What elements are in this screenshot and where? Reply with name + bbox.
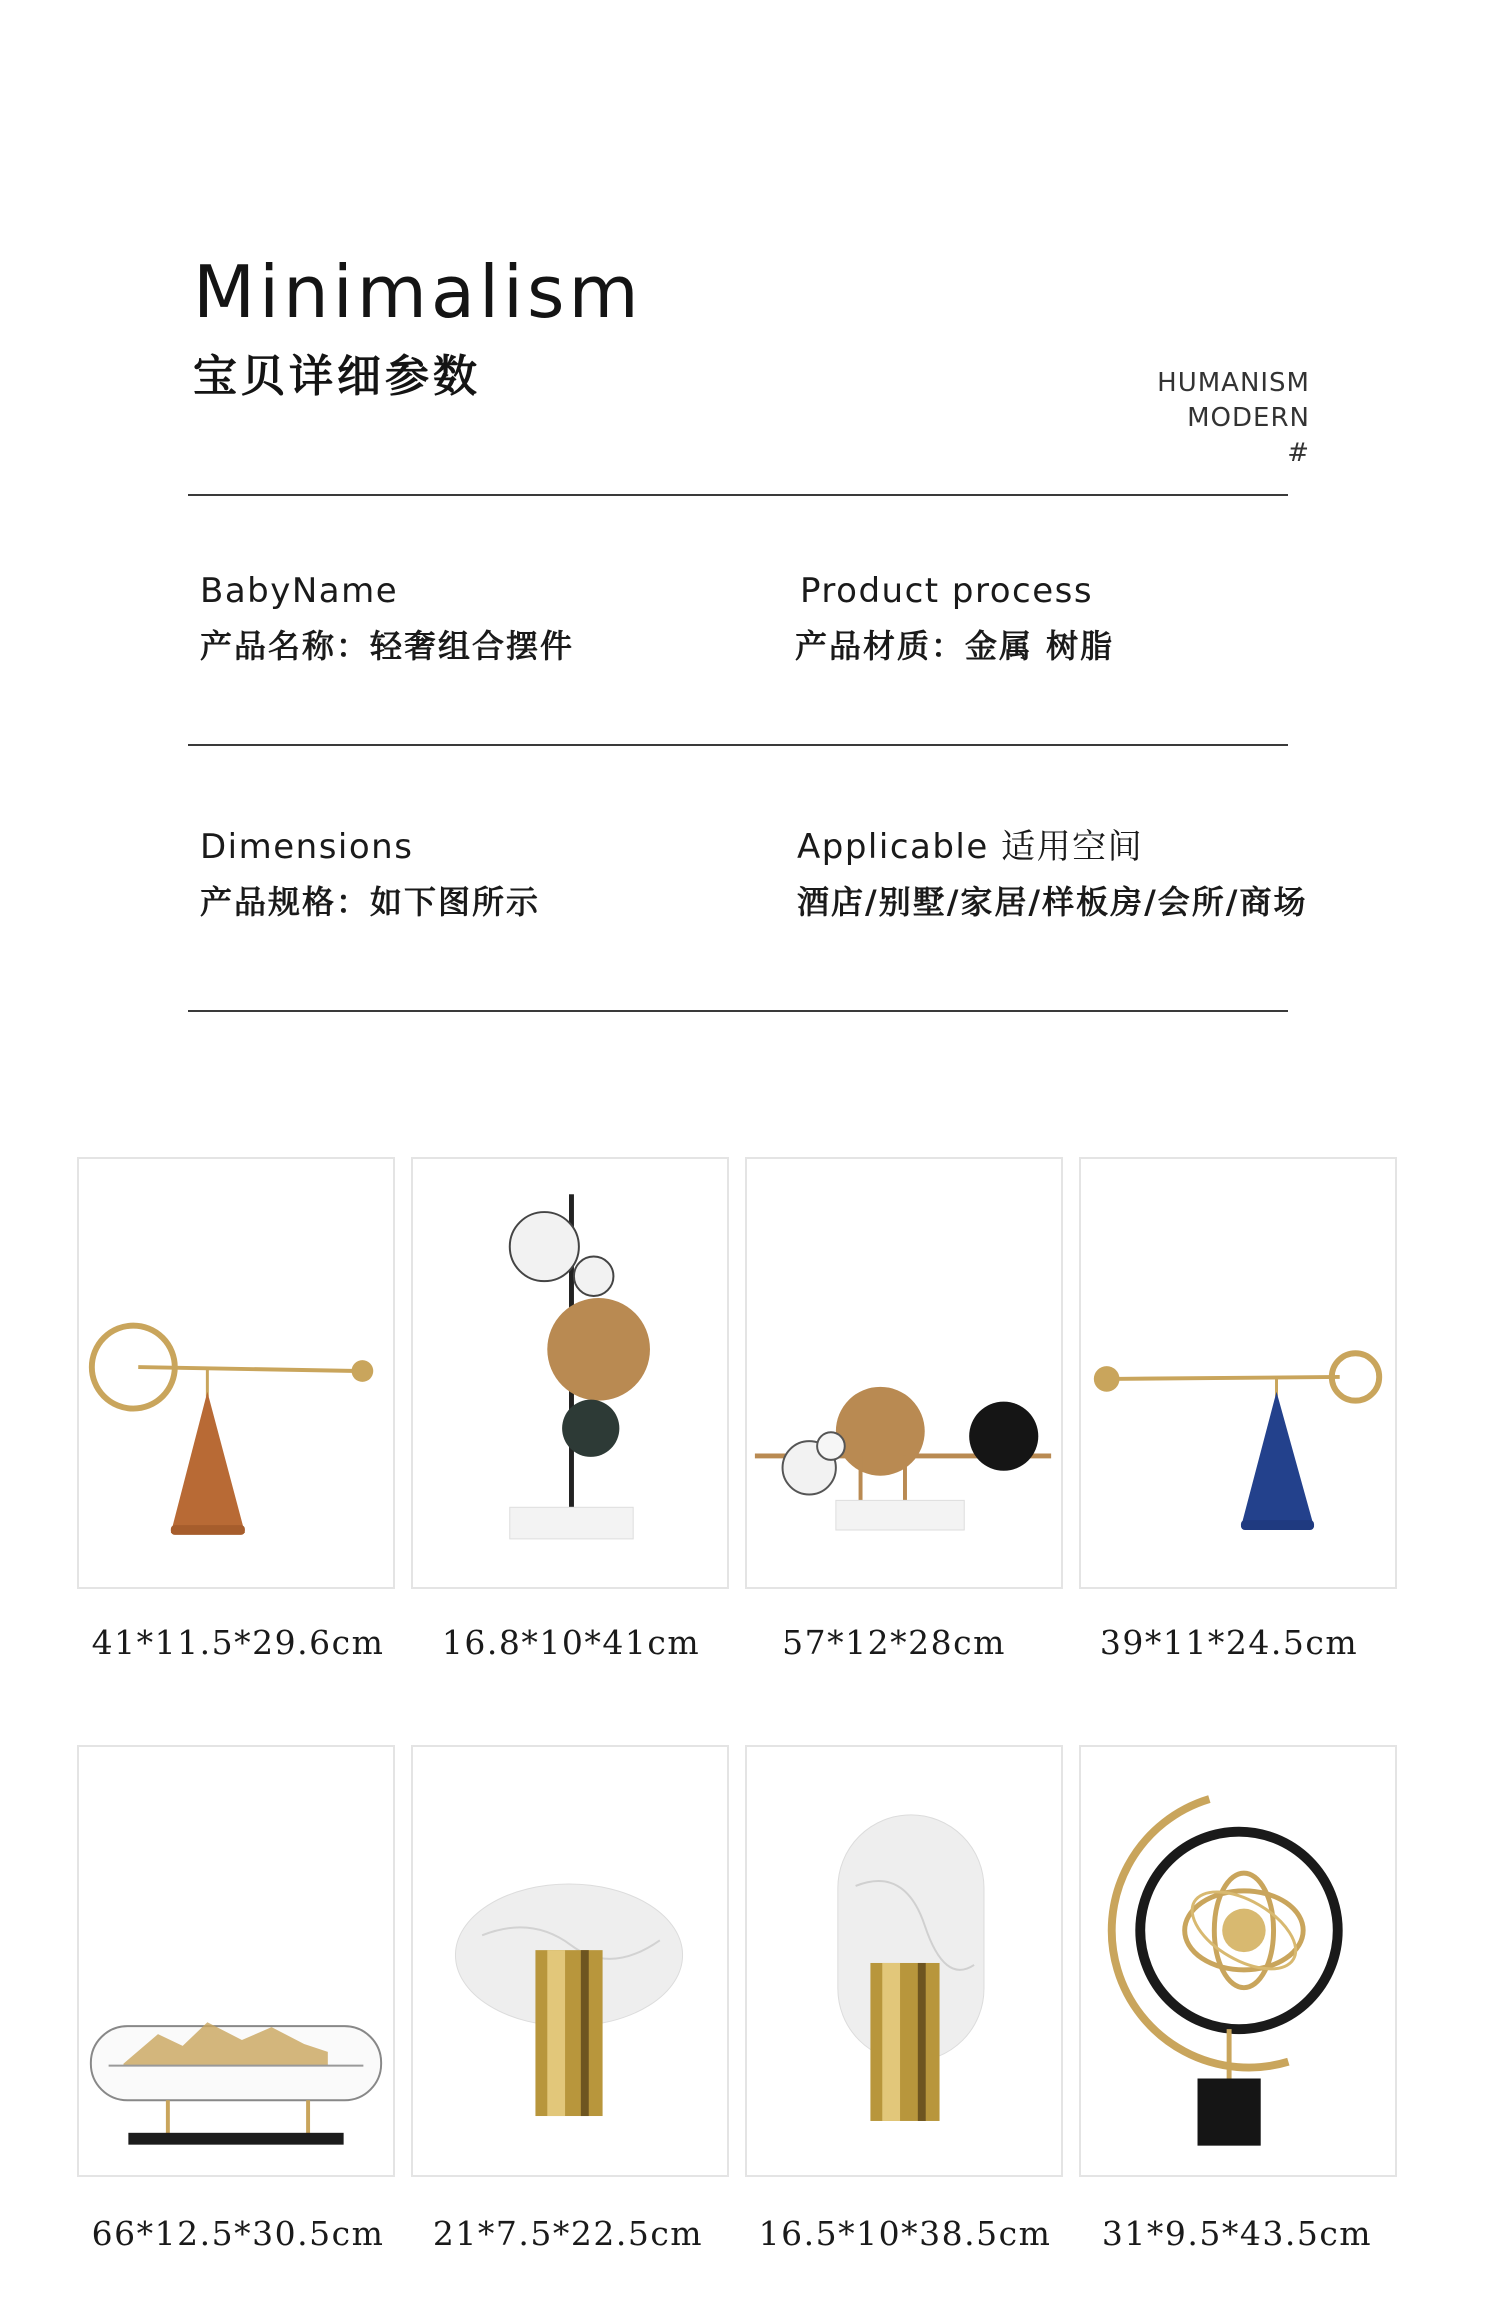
marble-arch-gold-cylinder-tall-image — [747, 1747, 1061, 2175]
tagline-line-1: HUMANISM — [1157, 368, 1310, 398]
spec-applicable-label: Applicable 适用空间 — [797, 827, 1144, 867]
spec-applicable-value: 酒店/别墅/家居/样板房/会所/商场 — [797, 883, 1308, 921]
spec-name-value: 产品名称：轻奢组合摆件 — [200, 627, 575, 665]
product-size-label: 39*11*24.5cm — [1099, 1623, 1359, 1662]
page-title: Minimalism — [193, 250, 643, 334]
product-size-label: 16.8*10*41cm — [441, 1623, 701, 1662]
spec-name-label: BabyName — [200, 571, 399, 611]
product-card[interactable] — [411, 1745, 729, 2177]
product-size-label: 66*12.5*30.5cm — [91, 2214, 385, 2253]
product-card[interactable] — [1079, 1745, 1397, 2177]
spec-material-label: Product process — [800, 571, 1094, 611]
product-size-label: 16.5*10*38.5cm — [758, 2214, 1052, 2253]
stacked-discs-tree-image — [413, 1159, 727, 1587]
product-size-label: 41*11.5*29.6cm — [91, 1623, 385, 1662]
product-card[interactable] — [77, 1157, 395, 1589]
gold-armillary-sphere-image — [1081, 1747, 1395, 2175]
spec-material-value: 产品材质：金属 树脂 — [795, 627, 1115, 665]
product-size-label: 57*12*28cm — [782, 1623, 1006, 1662]
horizontal-discs-image — [747, 1159, 1061, 1587]
tagline-line-3: # — [1287, 438, 1310, 468]
product-card[interactable] — [745, 1157, 1063, 1589]
tagline-line-2: MODERN — [1187, 403, 1310, 433]
blue-cone-ring-balance-image — [1081, 1159, 1395, 1587]
product-size-label: 21*7.5*22.5cm — [432, 2214, 704, 2253]
marble-disc-gold-cylinder-wide-image — [413, 1747, 727, 2175]
divider-top — [188, 494, 1288, 496]
golden-mountain-glass-image — [79, 1747, 393, 2175]
product-size-label: 31*9.5*43.5cm — [1101, 2214, 1373, 2253]
tagline — [1157, 366, 1310, 471]
product-card[interactable] — [1079, 1157, 1397, 1589]
spec-dimensions-label: Dimensions — [200, 827, 414, 867]
product-card[interactable] — [745, 1745, 1063, 2177]
orange-cone-ring-balance-image — [79, 1159, 393, 1587]
product-card[interactable] — [411, 1157, 729, 1589]
product-card[interactable] — [77, 1745, 395, 2177]
page-subtitle: 宝贝详细参数 — [193, 351, 481, 402]
spec-dimensions-value: 产品规格：如下图所示 — [200, 883, 541, 921]
divider-middle — [188, 744, 1288, 746]
divider-bottom — [188, 1010, 1288, 1012]
